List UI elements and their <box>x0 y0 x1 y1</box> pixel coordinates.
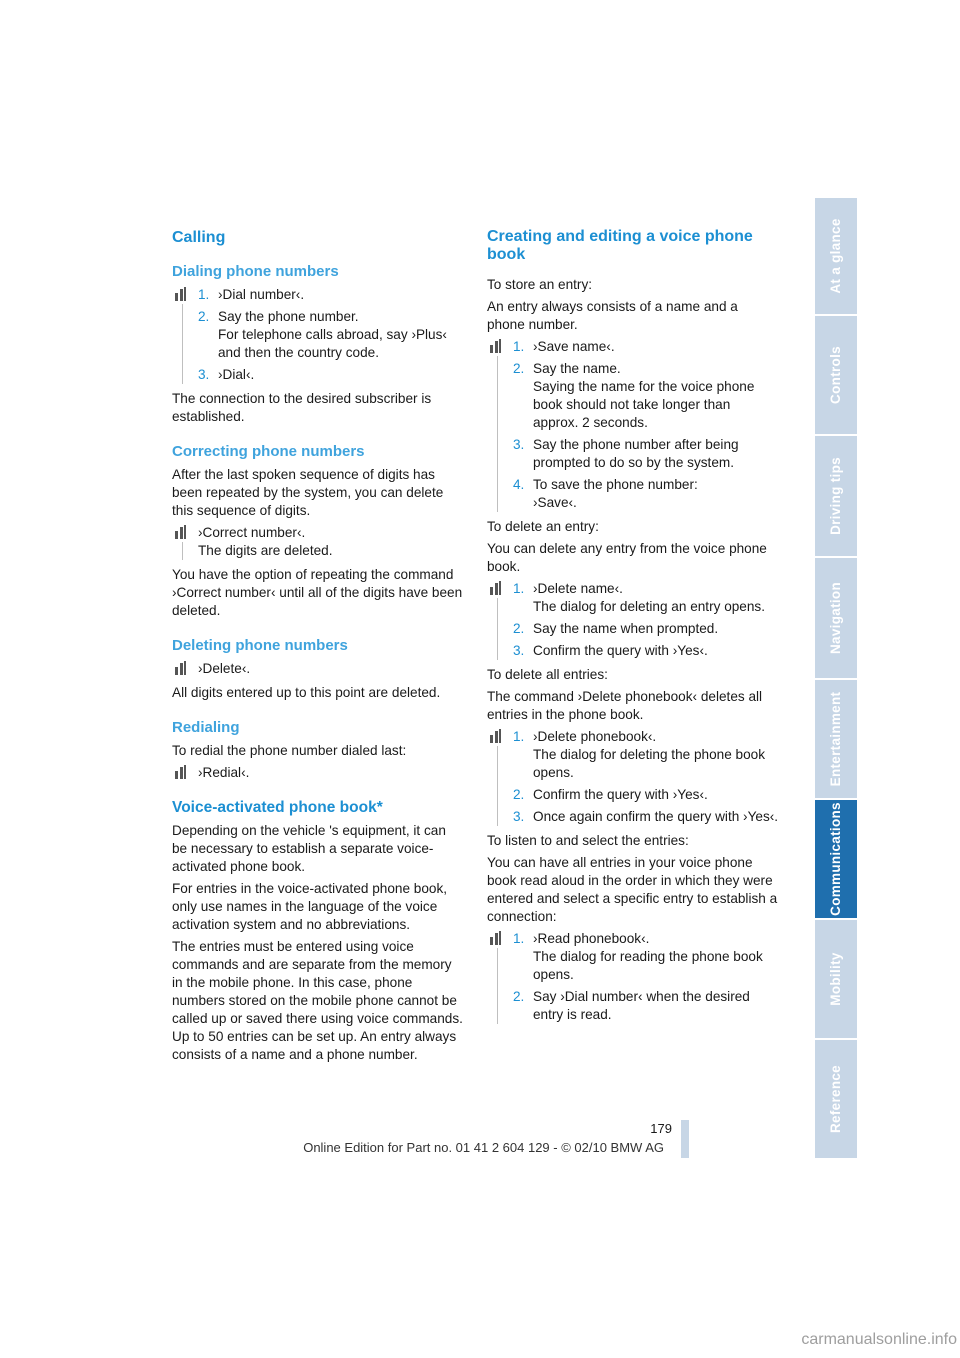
paragraph: To redial the phone number dialed last: <box>172 743 407 758</box>
microphone-voice-icon <box>172 660 192 678</box>
paragraph: To delete all entries: <box>487 667 608 682</box>
paragraph: The connection to the desired subscriber is established. <box>172 391 432 424</box>
edition-footer: Online Edition for Part no. 01 41 2 604 129 - © 02/10 BMW AG <box>303 1140 664 1155</box>
step: 1. ›Save name‹. <box>513 339 615 354</box>
microphone-voice-icon <box>172 764 192 782</box>
voice-command-redial: ›Redial‹. <box>172 764 464 782</box>
step: 2. Confirm the query with ›Yes‹. <box>513 787 708 802</box>
voice-command-correct: ›Correct number‹. The digits are deleted. <box>172 524 464 560</box>
section-title-calling: Calling <box>172 229 226 246</box>
voice-command-store <box>487 338 779 512</box>
paragraph: To delete an entry: <box>487 519 599 534</box>
paragraph: You have the option of repeating the command ›Correct number‹ until all of the digits have been deleted. <box>172 567 463 618</box>
paragraph: After the last spoken sequence of digits has been repeated by the system, you can delete this sequence of digits. <box>172 467 444 518</box>
paragraph: You can have all entries in your voice phone book read aloud in the order in which they were entered and select a specific entry to establish a connection: <box>487 855 778 924</box>
paragraph: You can delete any entry from the voice phone book. <box>487 541 767 574</box>
microphone-voice-icon <box>172 524 192 560</box>
voice-command-delete-phonebook <box>487 728 779 826</box>
tab-mobility[interactable]: Mobility <box>815 920 857 1040</box>
step: 3. Once again confirm the query with ›Yes‹. <box>513 809 779 824</box>
step: 1. ›Read phonebook‹. The dialog for reading the phone book opens. <box>513 931 763 982</box>
section-title-voice-phonebook: Creating and editing a voice phone book <box>487 228 753 263</box>
step: 2. Say ›Dial number‹ when the desired entry is read. <box>513 989 750 1022</box>
heading-redialing: Redialing <box>172 719 240 736</box>
tab-driving-tips[interactable]: Driving tips <box>815 436 857 558</box>
paragraph: Depending on the vehicle 's equipment, it can be necessary to establish a separate voice-activated phone book. <box>172 823 446 874</box>
step: 3. Say the phone number after being prompted to do so by the system. <box>513 437 739 470</box>
step: 2. Say the name when prompted. <box>513 621 719 636</box>
step: 2. Say the name. Saying the name for the voice phone book should not take longer than approx. 2 seconds. <box>513 361 755 430</box>
microphone-voice-icon <box>172 286 192 384</box>
watermark: carmanualsonline.info <box>801 1331 957 1348</box>
paragraph: All digits entered up to this point are deleted. <box>172 685 441 700</box>
tab-navigation[interactable]: Navigation <box>815 558 857 680</box>
heading-correcting: Correcting phone numbers <box>172 443 365 460</box>
microphone-voice-icon <box>487 930 507 1024</box>
right-column <box>487 228 779 1030</box>
tab-entertainment[interactable]: Entertainment <box>815 680 857 800</box>
microphone-voice-icon <box>487 338 507 512</box>
paragraph: The entries must be entered using voice commands and are separate from the memory in the mobile phone. In this case, phone numbers stored on the mobile phone cannot be called up or saved there using voice commands. Up to 50 entries can be set up. An entry always consists of a name and a phone number. <box>172 939 463 1062</box>
step: 4. To save the phone number: ›Save‹. <box>513 477 698 510</box>
paragraph: To store an entry: <box>487 277 593 292</box>
tab-communications[interactable]: Communications <box>815 800 857 920</box>
voice-command-delete: ›Delete‹. <box>172 660 464 678</box>
paragraph: To listen to and select the entries: <box>487 833 689 848</box>
tab-at-a-glance[interactable]: At a glance <box>815 198 857 316</box>
heading-dialing: Dialing phone numbers <box>172 263 339 280</box>
paragraph: For entries in the voice-activated phone book, only use names in the language of the voice activation system and no abbreviations. <box>172 881 448 932</box>
step: 1. ›Delete phonebook‹. The dialog for deleting the phone book opens. <box>513 729 766 780</box>
step: 3. ›Dial‹. <box>198 367 255 382</box>
tab-controls[interactable]: Controls <box>815 316 857 436</box>
step: 1. ›Dial number‹. <box>198 287 305 302</box>
voice-command-delete-name <box>487 580 779 660</box>
paragraph: The command ›Delete phonebook‹ deletes all entries in the phone book. <box>487 689 763 722</box>
microphone-voice-icon <box>487 580 507 660</box>
page-marker-bar <box>681 1120 689 1158</box>
heading-phonebook: Voice-activated phone book* <box>172 799 383 816</box>
voice-command-read-phonebook <box>487 930 779 1024</box>
paragraph: An entry always consists of a name and a phone number. <box>487 299 738 332</box>
step: 2. Say the phone number. For telephone calls abroad, say ›Plus‹ and then the country code. <box>198 309 447 360</box>
heading-deleting: Deleting phone numbers <box>172 637 348 654</box>
step: 1. ›Delete name‹. The dialog for deleting an entry opens. <box>513 581 766 614</box>
microphone-voice-icon <box>487 728 507 826</box>
page-number: 179 <box>650 1121 672 1136</box>
chapter-tabs <box>815 198 857 1160</box>
left-column <box>172 228 464 1068</box>
tab-reference[interactable]: Reference <box>815 1040 857 1160</box>
voice-command-dialing <box>172 286 464 384</box>
step: 3. Confirm the query with ›Yes‹. <box>513 643 708 658</box>
